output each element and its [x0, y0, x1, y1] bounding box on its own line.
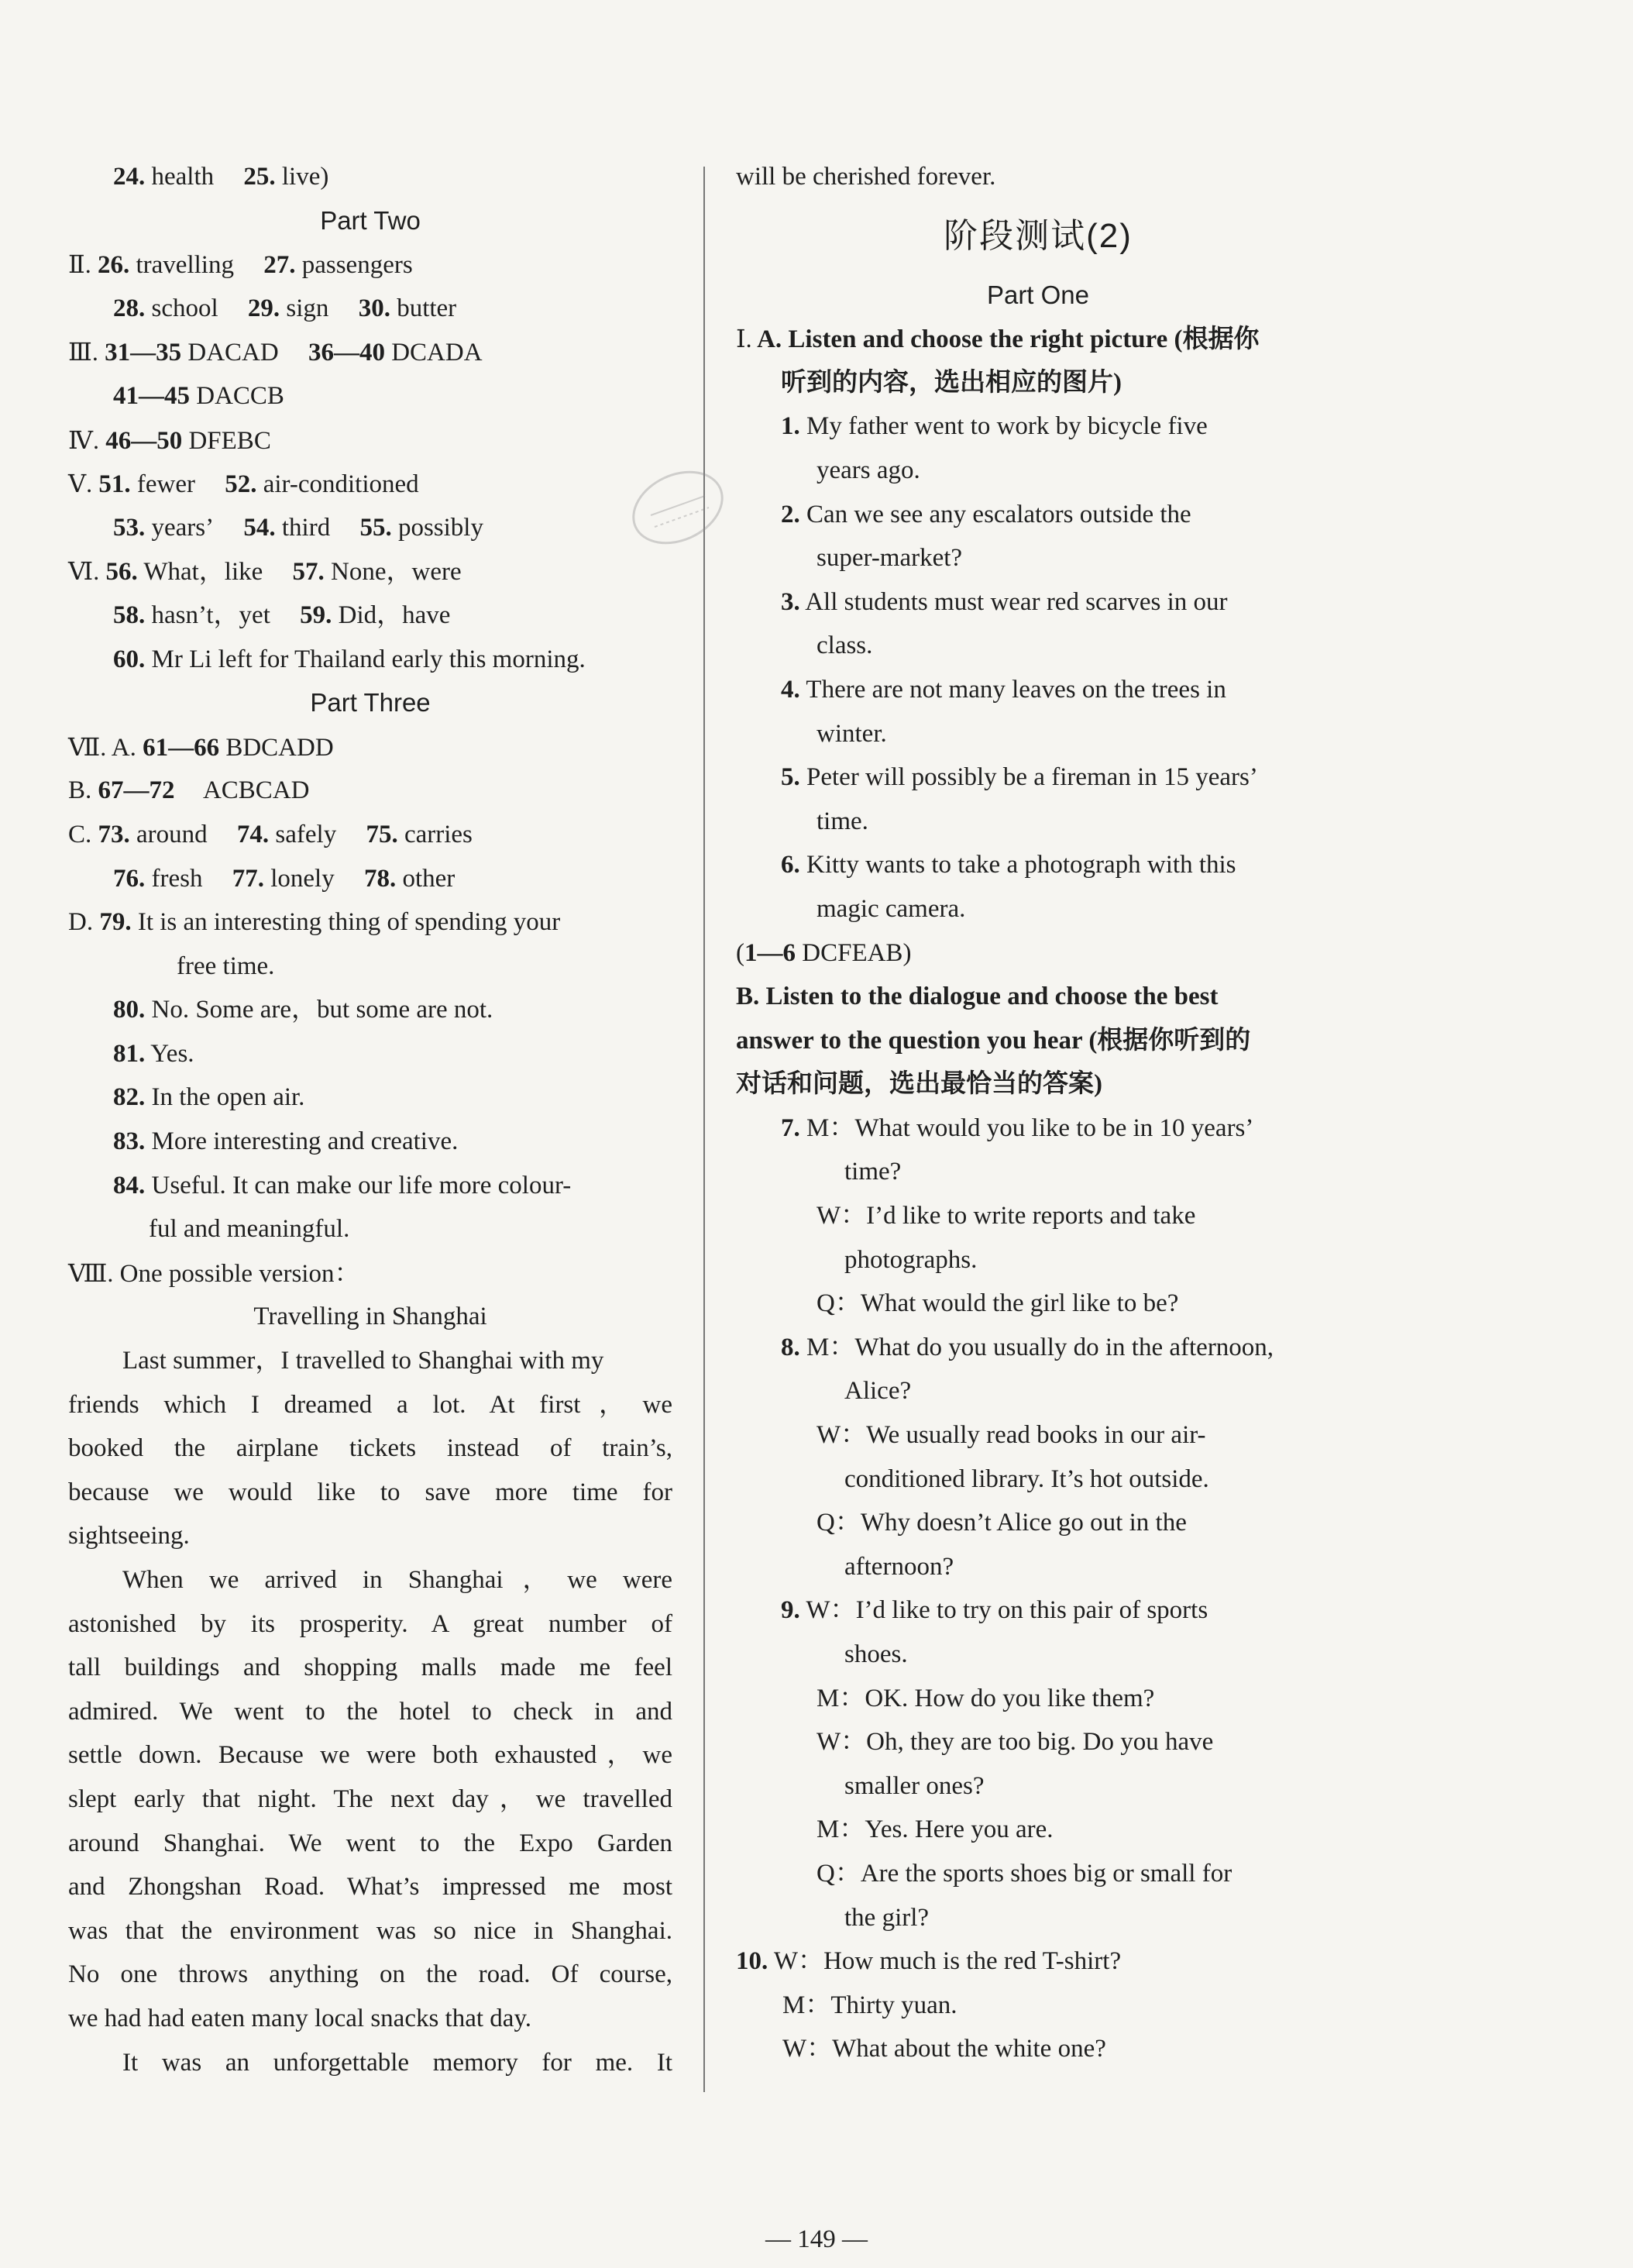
answer-line-24-25: 24. health 25. live) — [113, 163, 329, 191]
section-v-line-1: Ⅴ. 51. fewer 52. air-conditioned — [68, 470, 419, 499]
essay-line: booked the airplane tickets instead of train’s, — [68, 1434, 672, 1463]
section-vii-c-line-2: 76. fresh 77. lonely 78. other — [113, 864, 456, 893]
dialogue-8-w: W：We usually read books in our air- — [816, 1421, 1206, 1450]
section-vii-d-79: D. 79. It is an interesting thing of spending your — [68, 908, 561, 937]
essay-line: sightseeing. — [68, 1522, 190, 1550]
section-iii-line-1: Ⅲ. 31—35 DACAD 36—40 DCADA — [68, 338, 483, 367]
section-b-heading: B. Listen to the dialogue and choose the best — [736, 983, 1219, 1011]
dialogue-8-q: Q：Why doesn’t Alice go out in the — [816, 1509, 1187, 1537]
listen-item-5-cont: time. — [816, 807, 868, 835]
dialogue-7-m: 7. M：What would you like to be in 10 years’ — [781, 1113, 1254, 1142]
part-two-heading: Part Two — [320, 205, 421, 235]
section-iv-line: Ⅳ. 46—50 DFEBC — [68, 425, 271, 455]
listen-item-6: 6. Kitty wants to take a photograph with this — [781, 851, 1236, 879]
section-vii-d-84: 84. Useful. It can make our life more colour- — [113, 1171, 572, 1199]
dialogue-8-m-cont: Alice? — [844, 1377, 912, 1406]
essay-line: and Zhongshan Road. What’s impressed me most — [68, 1873, 672, 1901]
dialogue-7-q: Q：What would the girl like to be? — [816, 1289, 1179, 1318]
essay-line: we had had eaten many local snacks that day. — [68, 2004, 532, 2032]
dialogue-9-m2: M：Yes. Here you are. — [816, 1815, 1054, 1844]
essay-line: admired. We went to the hotel to check in and — [68, 1697, 672, 1726]
section-vii-c-line-1: C. 73. around 74. safely 75. carries — [68, 820, 473, 848]
section-viii-intro: Ⅷ. One possible version： — [68, 1258, 360, 1288]
listen-item-5: 5. Peter will possibly be a fireman in 15 years’ — [781, 763, 1258, 792]
left-column — [68, 155, 672, 2084]
dialogue-10-w2: W：What about the white one? — [782, 2035, 1106, 2063]
section-vi-line-2: 58. hasn’t，yet 59. Did，have — [113, 601, 451, 629]
essay-line: No one throws anything on the road. Of course, — [68, 1960, 672, 1989]
dialogue-8-m: 8. M：What do you usually do in the afternoon, — [781, 1333, 1274, 1361]
dialogue-9-m1: M：OK. How do you like them? — [816, 1684, 1155, 1712]
dialogue-10-m: M：Thirty yuan. — [782, 1991, 957, 2019]
listen-item-4-cont: winter. — [816, 719, 887, 748]
section-vii-a: Ⅶ. A. 61—66 BDCADD — [68, 732, 334, 762]
dialogue-7-m-cont: time? — [844, 1158, 902, 1186]
dialogue-9-w2-cont: smaller ones? — [844, 1771, 985, 1800]
listen-item-2-cont: super-market? — [816, 544, 963, 573]
section-vi-line-3: 60. Mr Li left for Thailand early this morning. — [113, 645, 586, 673]
section-v-line-2: 53. years’ 54. third 55. possibly — [113, 513, 483, 542]
essay-line: When we arrived in Shanghai，we were — [122, 1566, 672, 1594]
essay-line: It was an unforgettable memory for me. It — [122, 2048, 672, 2077]
section-a-heading-cont: 听到的内容，选出相应的图片) — [781, 368, 1122, 397]
part-one-heading: Part One — [986, 280, 1090, 309]
listen-item-1-cont: years ago. — [816, 456, 920, 484]
essay-line: Last summer，I travelled to Shanghai with my — [122, 1347, 604, 1375]
essay-line: astonished by its prosperity. A great number of — [68, 1609, 672, 1638]
listen-item-1: 1. My father went to work by bicycle five — [781, 412, 1208, 441]
section-ii-line-2: 28. school 29. sign 30. butter — [113, 294, 457, 322]
essay-line: was that the environment was so nice in Shanghai. — [68, 1916, 672, 1945]
essay-line: friends which I dreamed a lot. At first，we — [68, 1390, 672, 1419]
listen-item-3-cont: class. — [816, 632, 873, 660]
section-b-heading-3: 对话和问题，选出最恰当的答案) — [736, 1070, 1102, 1099]
listen-item-6-cont: magic camera. — [816, 894, 966, 923]
section-vii-d-82: 82. In the open air. — [113, 1083, 305, 1112]
section-a-answer: (1—6 DCFEAB) — [736, 938, 912, 967]
dialogue-9-q: Q：Are the sports shoes big or small for — [816, 1859, 1232, 1888]
dialogue-8-q-cont: afternoon? — [844, 1552, 954, 1581]
section-iii-line-2: 41—45 DACCB — [113, 381, 284, 410]
listen-item-2: 2. Can we see any escalators outside the — [781, 500, 1191, 528]
section-vii-d-83: 83. More interesting and creative. — [113, 1127, 459, 1156]
essay-line: around Shanghai. We went to the Expo Garden — [68, 1829, 672, 1857]
section-b-heading-2: answer to the question you hear (根据你听到的 — [736, 1026, 1251, 1055]
listen-item-3: 3. All students must wear red scarves in our — [781, 587, 1228, 616]
right-column — [736, 155, 1340, 2071]
part-three-heading: Part Three — [310, 688, 431, 718]
section-vii-b: B. 67—72 ACBCAD — [68, 776, 310, 805]
essay-title: Travelling in Shanghai — [253, 1303, 487, 1331]
section-ii-line-1: Ⅱ. 26. travelling 27. passengers — [68, 250, 413, 280]
section-vii-d-84-cont: ful and meaningful. — [149, 1215, 350, 1244]
dialogue-7-w: W：I’d like to write reports and take — [816, 1202, 1196, 1230]
dialogue-9-w1: 9. W：I’d like to try on this pair of sports — [781, 1596, 1208, 1625]
dialogue-10-w1: 10. W：How much is the red T-shirt? — [736, 1947, 1122, 1976]
dialogue-7-w-cont: photographs. — [844, 1245, 978, 1274]
listen-item-4: 4. There are not many leaves on the trees in — [781, 675, 1226, 704]
essay-line: slept early that night. The next day，we travelled — [68, 1784, 672, 1813]
essay-line: settle down. Because we were both exhausted，we — [68, 1741, 672, 1770]
essay-continuation: will be cherished forever. — [736, 163, 996, 191]
dialogue-9-w1-cont: shoes. — [844, 1640, 908, 1668]
section-vi-line-1: Ⅵ. 56. What，like 57. None，were — [68, 557, 462, 587]
dialogue-9-q-cont: the girl? — [844, 1903, 930, 1932]
section-vii-d-79-cont: free time. — [177, 952, 275, 980]
section-vii-d-80: 80. No. Some are，but some are not. — [113, 996, 493, 1024]
dialogue-8-w-cont: conditioned library. It’s hot outside. — [844, 1464, 1209, 1493]
page-title: 阶段测试(2) — [944, 216, 1133, 255]
dialogue-9-w2: W：Oh, they are too big. Do you have — [816, 1728, 1214, 1757]
essay-line: because we would like to save more time for — [68, 1478, 672, 1506]
essay-line: tall buildings and shopping malls made me feel — [68, 1654, 672, 1682]
section-a-heading: Ⅰ. A. Listen and choose the right picture (根据你 — [736, 325, 1260, 354]
section-vii-d-81: 81. Yes. — [113, 1039, 194, 1068]
page-number: — 149 — — [765, 2225, 868, 2253]
